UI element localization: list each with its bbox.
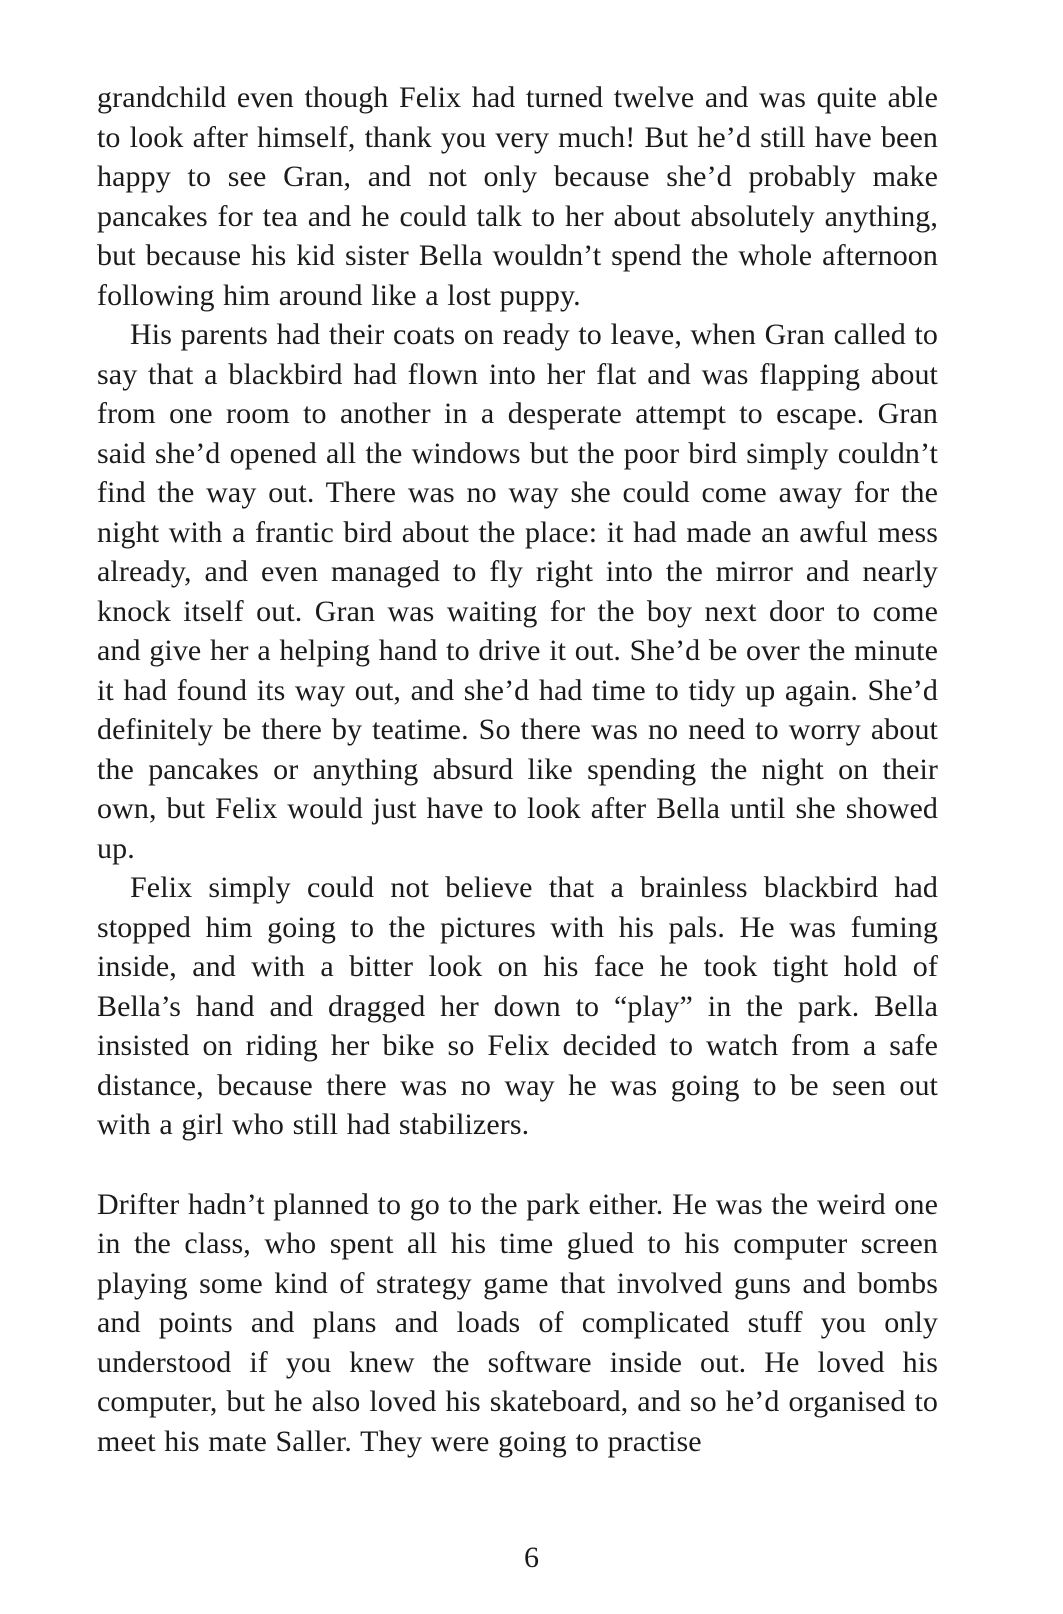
paragraph-his-parents: His parents had their coats on ready to leave, when Gran called to say that a blackbird had flown into her flat and was flapping about from one room to another in a desperate attempt to escape. Gran said she’d opened all the windows but the poor bird simply couldn’t find the way out. There was no way she could come away for the night with a frantic bird about the place: it had made an awful mess already, and even managed to fly right into the mirror and nearly knock itself out. Gran was waiting for the boy next door to come and give her a helping hand to drive it out. She’d be over the minute it had found its way out, and she’d had time to tidy up again. She’d definitely be there by teatime. So there was no need to worry about the pancakes or anything absurd like spending the night on their own, but Felix would just have to look after Bella until she showed up. [97, 318, 938, 865]
paragraph-felix-fuming: Felix simply could not believe that a brainless blackbird had stopped him going to the pictures with his pals. He was fuming inside, and with a bitter look on his face he took tight hold of Bella’s hand and dragged her down to “play” in the park. Bella insisted on riding her bike so Felix decided to watch from a safe distance, because there was no way he was going to be seen out with a girl who still had stabilizers. [97, 871, 938, 1141]
paragraph-continuation: grandchild even though Felix had turned twelve and was quite able to look after himself, thank you very much! But he’d still have been happy to see Gran, and not only because she’d probably make pancakes for tea and he could talk to her about absolutely anything, but because his kid sister Bella wouldn’t spend the whole afternoon following him around like a lost puppy. [97, 81, 938, 312]
body-text [97, 78, 938, 1461]
page-number: 6 [524, 1541, 539, 1574]
paragraph-drifter-section: Drifter hadn’t planned to go to the park either. He was the weird one in the class, who spent all his time glued to his computer screen playing some kind of strategy game that involved guns and bombs and points and plans and loads of complicated stuff you only understood if you knew the software inside out. He loved his computer, but he also loved his skateboard, and so he’d organised to meet his mate Saller. They were going to practise [97, 1187, 938, 1458]
